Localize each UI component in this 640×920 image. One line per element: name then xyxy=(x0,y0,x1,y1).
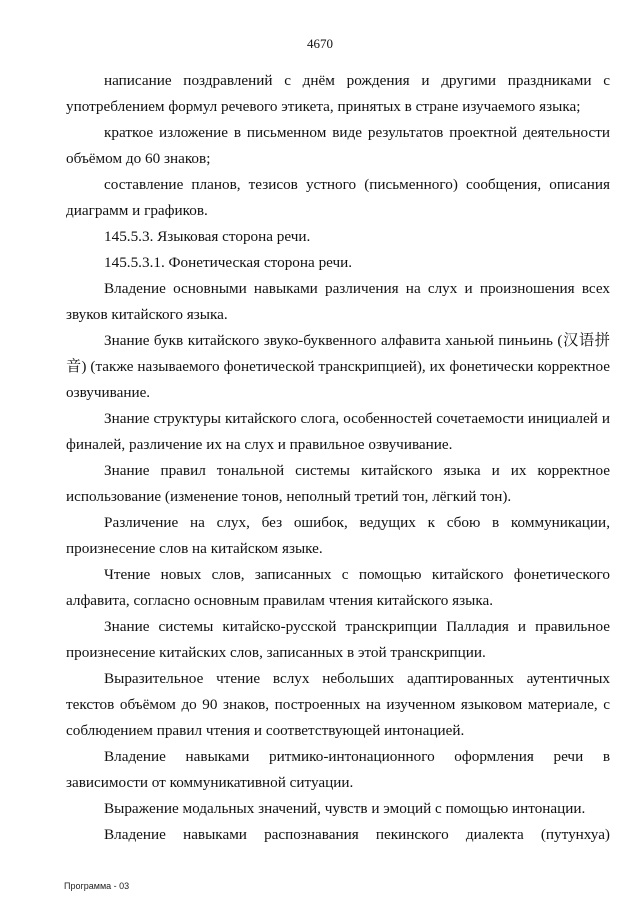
subsection-heading: 145.5.3.1. Фонетическая сторона речи. xyxy=(104,254,353,271)
paragraph: Владение навыками ритмико-интонационного оформления речи в зависимости от коммуникативной ситуации. xyxy=(66,748,610,791)
paragraph: Знание букв китайского звуко-буквенного алфавита ханьюй пиньинь (汉语拼音) (также называемого фонетической транскрипцией), их фонетически корректное озвучивание. xyxy=(66,332,610,401)
paragraph: написание поздравлений с днём рождения и другими праздниками с употреблением формул речевого этикета, принятых в стране изучаемого языка; xyxy=(66,72,610,115)
document-body xyxy=(66,68,610,848)
paragraph: Выразительное чтение вслух небольших адаптированных аутентичных текстов объёмом до 90 знаков, построенных на изученном языковом материале, с соблюдением правил чтения и соответствующей интонацией. xyxy=(66,670,610,739)
section-heading: 145.5.3. Языковая сторона речи. xyxy=(104,228,311,245)
paragraph: краткое изложение в письменном виде результатов проектной деятельности объёмом до 60 знаков; xyxy=(66,124,610,167)
paragraph: Различение на слух, без ошибок, ведущих к сбою в коммуникации, произнесение слов на китайском языке. xyxy=(66,514,610,557)
paragraph: Выражение модальных значений, чувств и эмоций с помощью интонации. xyxy=(104,800,586,817)
paragraph: Владение навыками распознавания пекинского диалекта (путунхуа) xyxy=(104,826,610,843)
paragraph: Знание структуры китайского слога, особенностей сочетаемости инициалей и финалей, различение их на слух и правильное озвучивание. xyxy=(66,410,610,453)
page-number: 4670 xyxy=(307,36,333,51)
paragraph: Знание системы китайско-русской транскрипции Палладия и правильное произнесение китайских слов, записанных в этой транскрипции. xyxy=(66,618,610,661)
footer-label: Программа - 03 xyxy=(64,881,130,891)
paragraph: Владение основными навыками различения на слух и произношения всех звуков китайского языка. xyxy=(66,280,610,323)
paragraph: составление планов, тезисов устного (письменного) сообщения, описания диаграмм и графиков. xyxy=(66,176,610,219)
paragraph: Знание правил тональной системы китайского языка и их корректное использование (изменение тонов, неполный третий тон, лёгкий тон). xyxy=(66,462,610,505)
paragraph: Чтение новых слов, записанных с помощью китайского фонетического алфавита, согласно основным правилам чтения китайского языка. xyxy=(66,566,610,609)
